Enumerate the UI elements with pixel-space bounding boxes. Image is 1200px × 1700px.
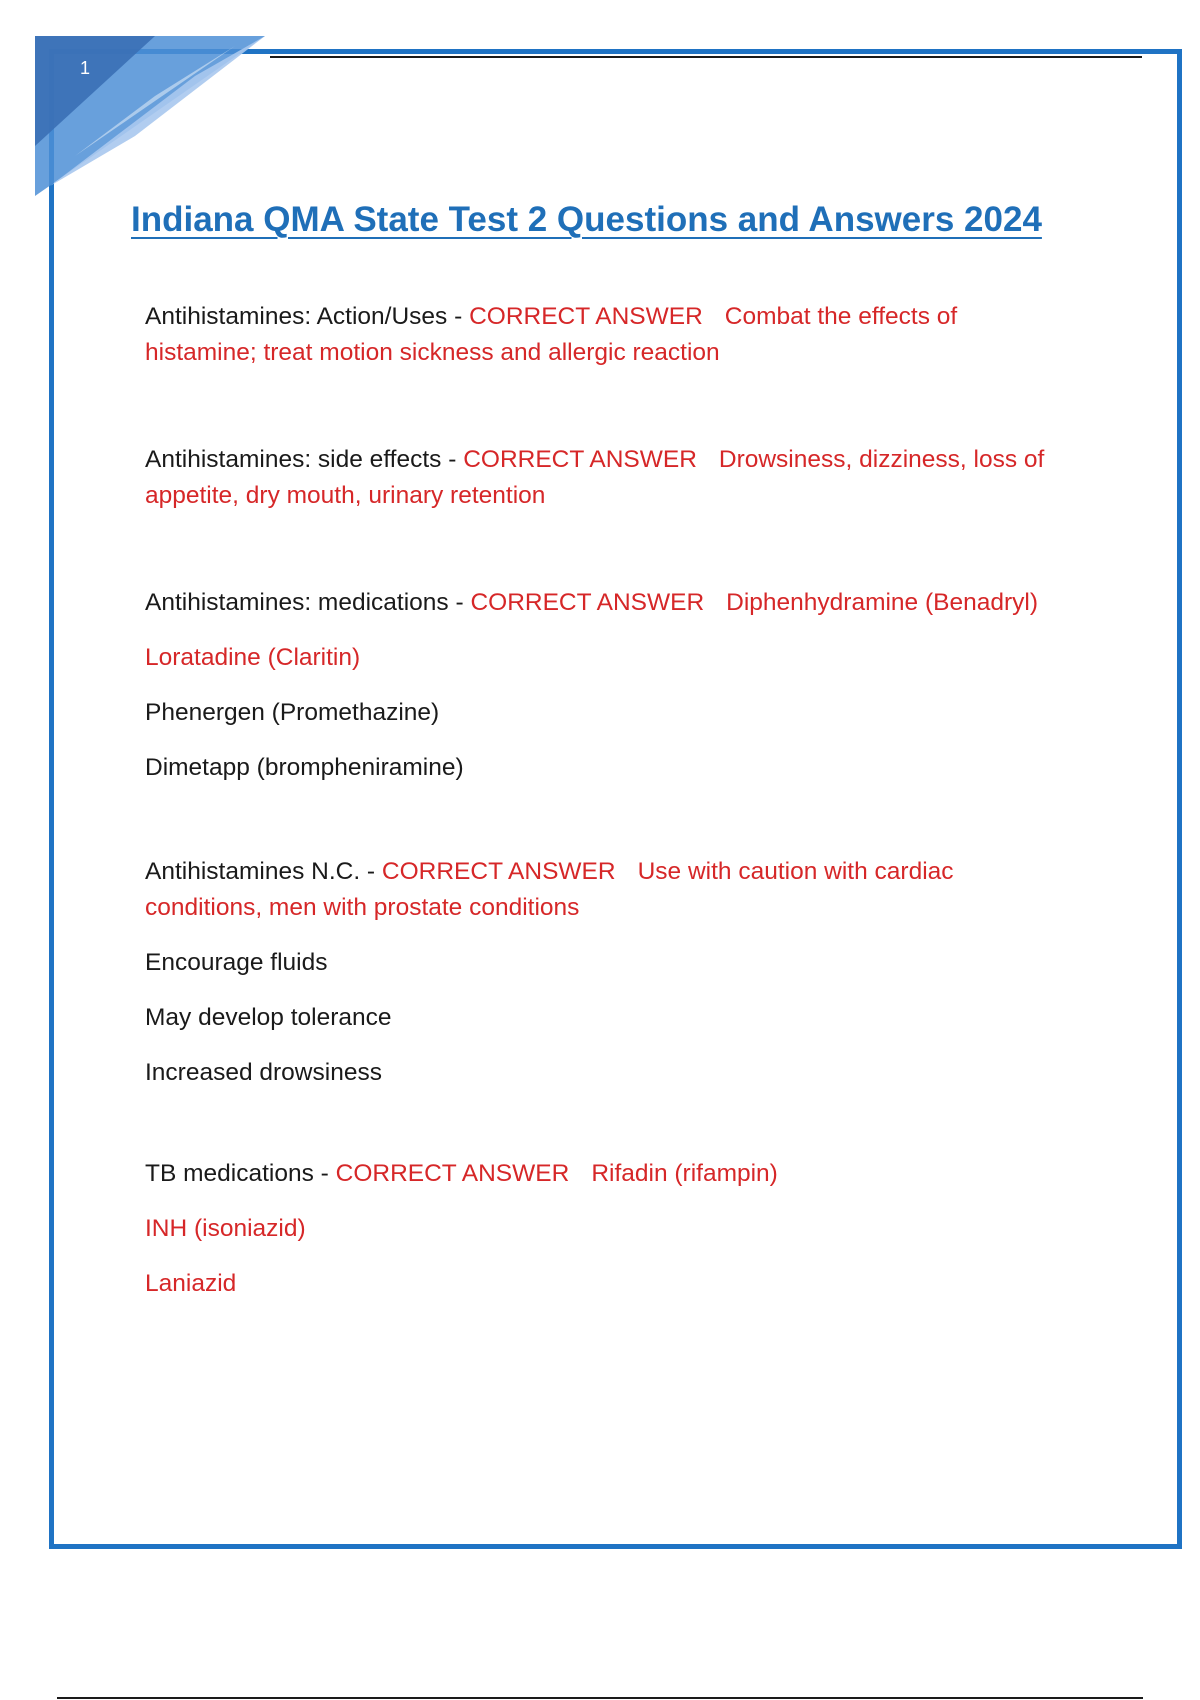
qa-block-action-uses xyxy=(145,299,1145,371)
document-title: Indiana QMA State Test 2 Questions and Answers 2024 xyxy=(131,200,1042,239)
answer-continuation: appetite, dry mouth, urinary retention xyxy=(145,482,546,509)
page-border-frame xyxy=(49,49,1182,1549)
question-text: Antihistamines: side effects - xyxy=(145,446,464,473)
answer-line: Phenergen (Promethazine) xyxy=(145,699,440,726)
page-number: 1 xyxy=(80,58,91,78)
qa-block-nursing-considerations xyxy=(145,854,1145,1091)
question-text: Antihistamines: medications - xyxy=(145,589,471,616)
corner-decoration xyxy=(35,36,275,201)
correct-answer-label: CORRECT ANSWER xyxy=(469,303,703,330)
answer-line: Dimetapp (brompheniramine) xyxy=(145,754,464,781)
question-text: Antihistamines N.C. - xyxy=(145,858,382,885)
answer-continuation: histamine; treat motion sickness and allergic reaction xyxy=(145,339,720,366)
correct-answer-label: CORRECT ANSWER xyxy=(470,589,705,616)
footer-rule xyxy=(57,1697,1143,1699)
answer-line: Encourage fluids xyxy=(145,949,328,976)
correct-answer-label: CORRECT ANSWER xyxy=(463,446,697,473)
qa-block-tb-medications xyxy=(145,1156,1145,1302)
answer-text: Diphenhydramine (Benadryl) xyxy=(726,589,1038,616)
header-rule xyxy=(270,56,1142,58)
correct-answer-label: CORRECT ANSWER xyxy=(381,858,616,885)
answer-line: May develop tolerance xyxy=(145,1004,392,1031)
answer-text: Use with caution with cardiac xyxy=(637,858,954,885)
qa-block-side-effects xyxy=(145,442,1145,514)
answer-text: Rifadin (rifampin) xyxy=(591,1160,778,1187)
answer-text: Combat the effects of xyxy=(724,303,958,330)
answer-line: Laniazid xyxy=(145,1270,237,1297)
qa-block-medications xyxy=(145,585,1145,786)
answer-line: INH (isoniazid) xyxy=(145,1215,306,1242)
answer-line: Loratadine (Claritin) xyxy=(145,644,361,671)
answer-line: Increased drowsiness xyxy=(145,1059,382,1086)
correct-answer-label: CORRECT ANSWER xyxy=(335,1160,570,1187)
answer-text: Drowsiness, dizziness, loss of xyxy=(718,446,1045,473)
question-text: TB medications - xyxy=(145,1160,336,1187)
answer-continuation: conditions, men with prostate conditions xyxy=(145,894,580,921)
question-text: Antihistamines: Action/Uses - xyxy=(145,303,470,330)
